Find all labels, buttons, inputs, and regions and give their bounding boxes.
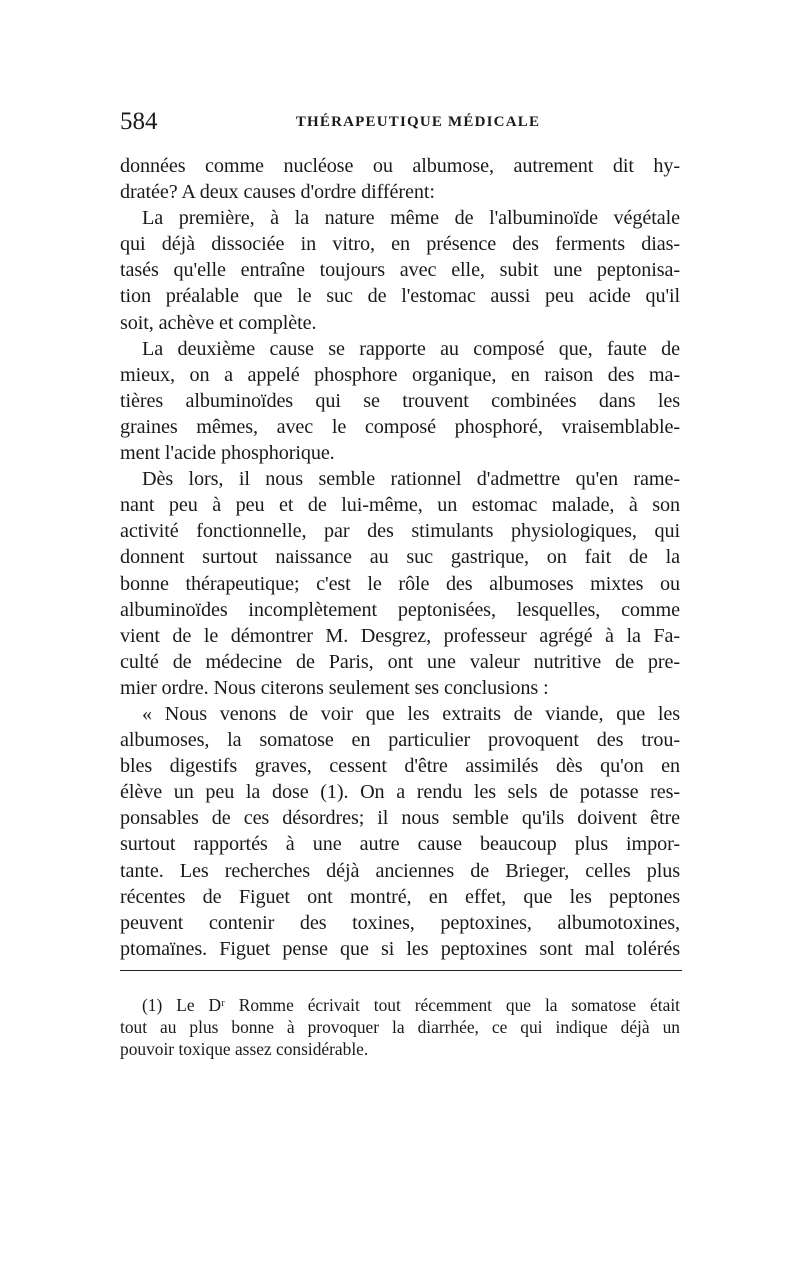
footnote-line: (1) Le Dʳ Romme écrivait tout récemment que la somatose était [142, 995, 680, 1015]
text-line: dratée? A deux causes d'ordre différent: [120, 181, 435, 204]
text-line: La deuxième cause se rapporte au composé que, faute de [142, 337, 680, 360]
text-line: nant peu à peu et de lui-même, un estomac malade, à son [120, 494, 680, 517]
text-line: tion préalable que le suc de l'estomac aussi peu acide qu'il [120, 285, 680, 308]
text-line: soit, achève et complète. [120, 311, 317, 334]
text-line: donnent surtout naissance au suc gastrique, on fait de la [120, 546, 680, 569]
footnote-line: tout au plus bonne à provoquer la diarrhée, ce qui indique déjà un [120, 1017, 680, 1037]
running-title: THÉRAPEUTIQUE MÉDICALE [295, 114, 541, 130]
text-line: La première, à la nature même de l'albuminoïde végétale [142, 207, 680, 230]
text-line: données comme nucléose ou albumose, autrement dit hy- [120, 155, 680, 177]
text-line: ptomaïnes. Figuet pense que si les peptoxines sont mal tolérés [120, 937, 680, 960]
text-line: qui déjà dissociée in vitro, en présence des ferments dias- [120, 233, 680, 256]
text-line: activité fonctionnelle, par des stimulants physiologiques, qui [120, 520, 680, 543]
text-line: ment l'acide phosphorique. [120, 442, 335, 465]
text-line: récentes de Figuet ont montré, en effet, que les peptones [120, 885, 680, 908]
text-line: albuminoïdes incomplètement peptonisées, lesquelles, comme [120, 598, 680, 621]
text-line: mier ordre. Nous citerons seulement ses conclusions : [120, 676, 549, 699]
text-line: tières albuminoïdes qui se trouvent combinées dans les [120, 389, 680, 412]
text-line: bonne thérapeutique; c'est le rôle des albumoses mixtes ou [120, 572, 680, 595]
body-text [120, 153, 680, 962]
text-line: vient de le démontrer M. Desgrez, professeur agrégé à la Fa- [120, 624, 680, 647]
text-line: Dès lors, il nous semble rationnel d'admettre qu'en rame- [142, 468, 680, 491]
page-header [120, 108, 680, 140]
text-line: ponsables de ces désordres; il nous semble qu'ils doivent être [120, 807, 680, 830]
text-line: élève un peu la dose (1). On a rendu les sels de potasse res- [120, 781, 680, 804]
text-line: albumoses, la somatose en particulier provoquent des trou- [120, 729, 680, 752]
text-line: bles digestifs graves, cessent d'être assimilés dès qu'on en [120, 755, 680, 778]
footnote [120, 994, 680, 1060]
text-line: culté de médecine de Paris, ont une valeur nutritive de pre- [120, 650, 680, 673]
text-line: tante. Les recherches déjà anciennes de Brieger, celles plus [120, 859, 680, 882]
text-line: graines mêmes, avec le composé phosphoré, vraisemblable- [120, 415, 680, 438]
footnote-rule [120, 970, 682, 971]
text-line: mieux, on a appelé phosphore organique, en raison des ma- [120, 363, 680, 386]
text-line: peuvent contenir des toxines, peptoxines, albumotoxines, [120, 911, 680, 934]
text-line: « Nous venons de voir que les extraits de viande, que les [142, 702, 680, 725]
page-number: 584 [120, 108, 158, 135]
text-line: tasés qu'elle entraîne toujours avec elle, subit une peptonisa- [120, 259, 680, 282]
footnote-line: pouvoir toxique assez considérable. [120, 1039, 369, 1059]
text-line: surtout rapportés à une autre cause beaucoup plus impor- [120, 833, 680, 856]
